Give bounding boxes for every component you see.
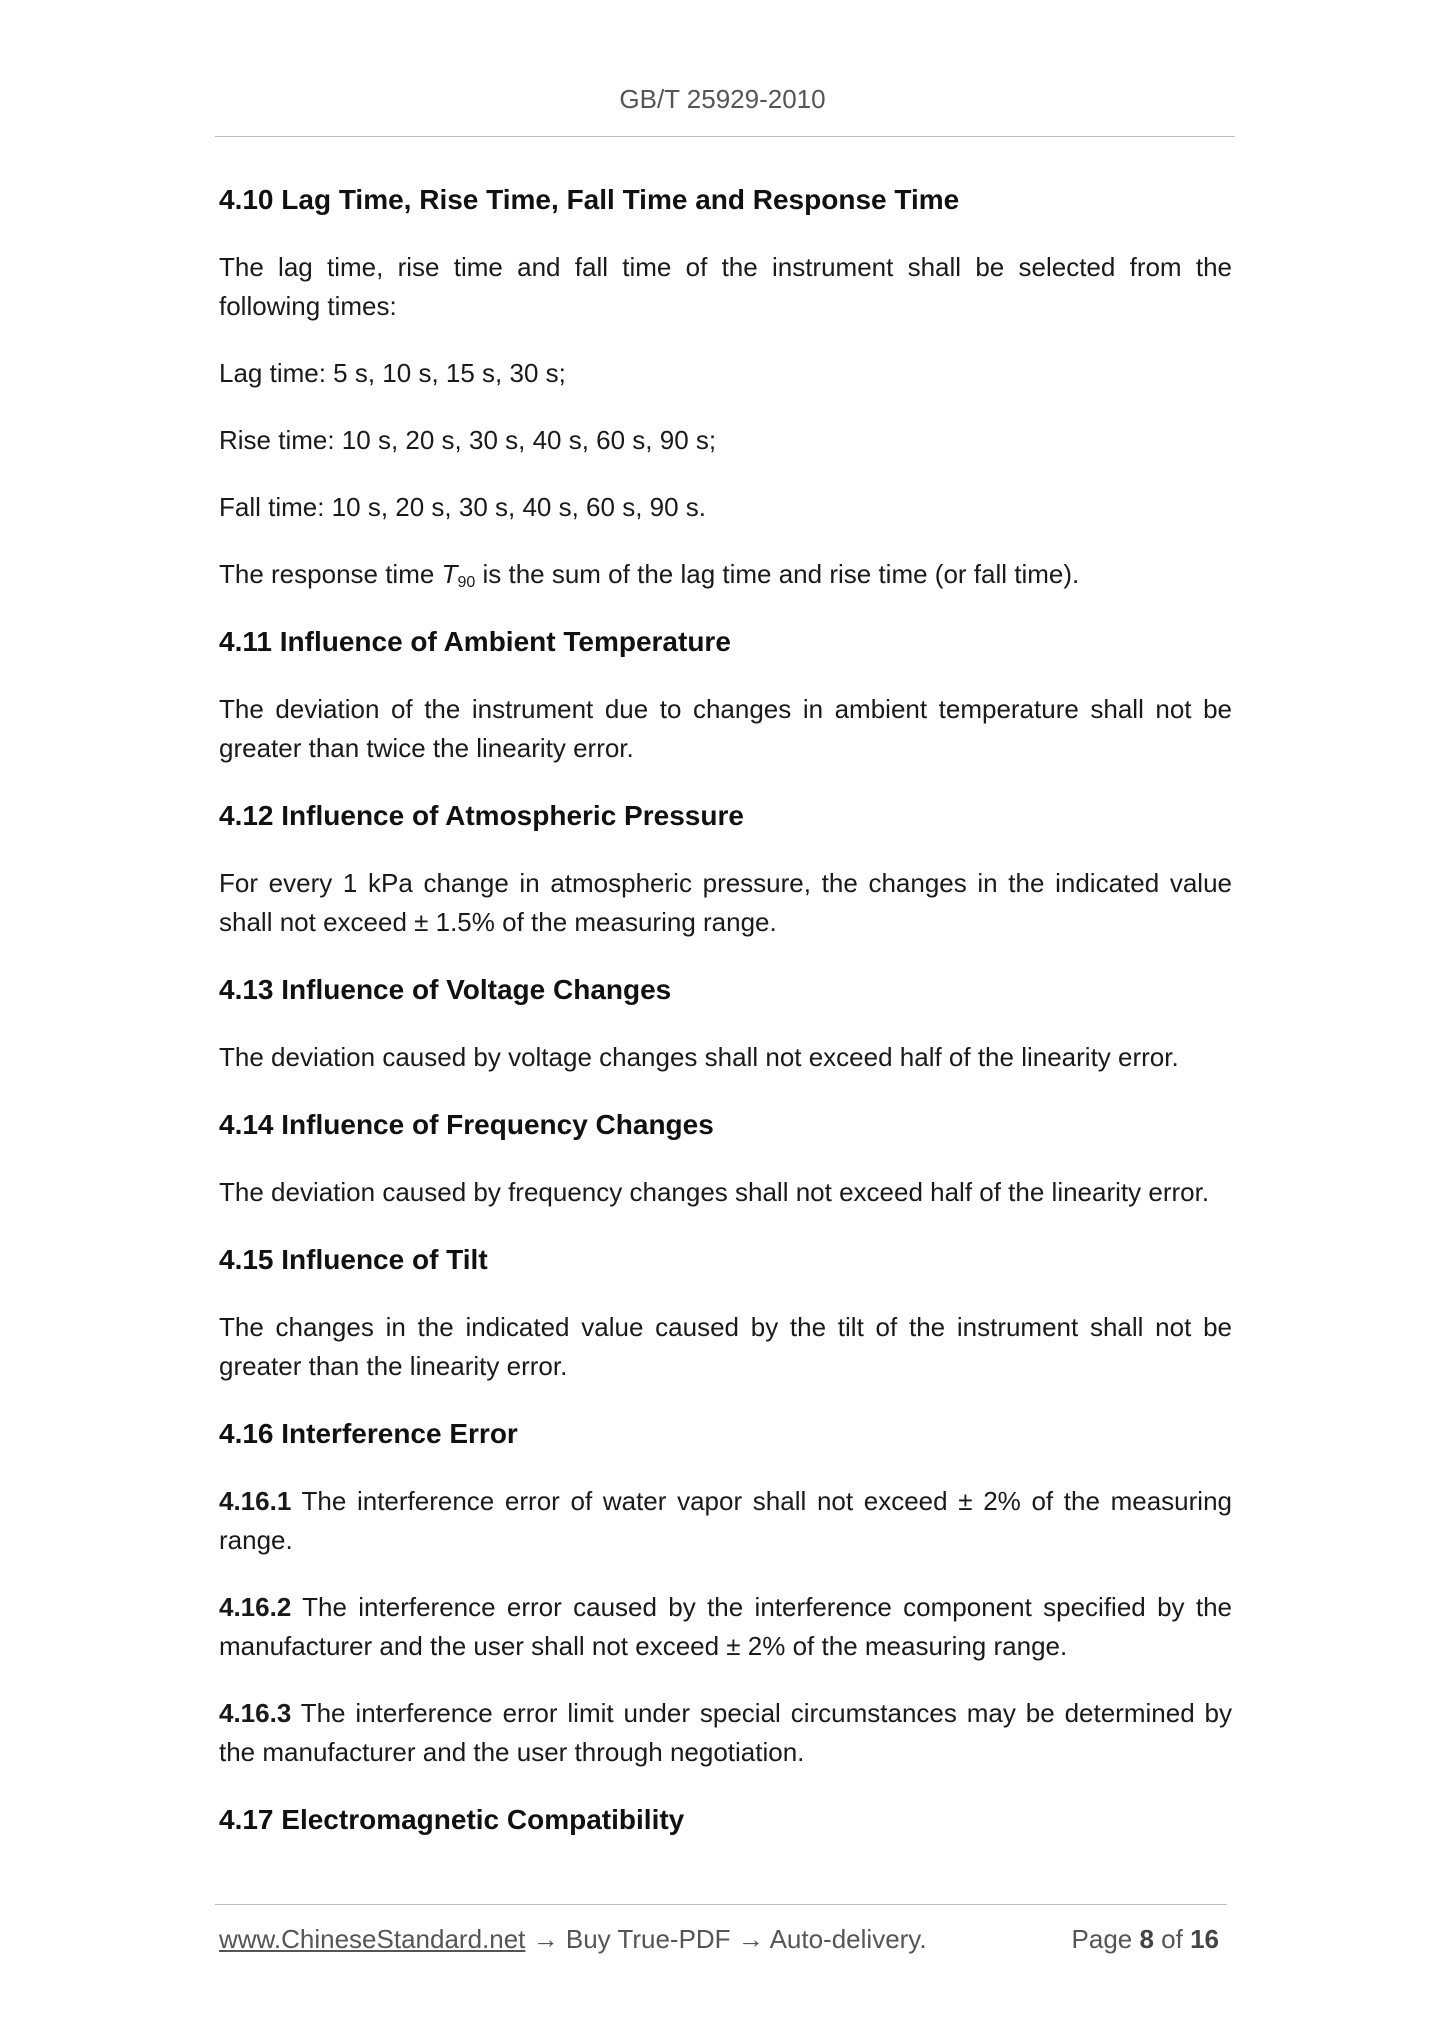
website-link[interactable]: www.ChineseStandard.net [219, 1924, 526, 1954]
rise-time-values: Rise time: 10 s, 20 s, 30 s, 40 s, 60 s, 90 s; [219, 425, 717, 455]
section-4-15-title: 4.15 Influence of Tilt [219, 1244, 488, 1275]
section-4-12-title: 4.12 Influence of Atmospheric Pressure [219, 800, 744, 831]
section-4-13-title: 4.13 Influence of Voltage Changes [219, 974, 672, 1005]
clause-4-16-2 [219, 1588, 1232, 1666]
lag-time-values: Lag time: 5 s, 10 s, 15 s, 30 s; [219, 358, 566, 388]
footer-divider [215, 1904, 1227, 1905]
clause-4-16-2-text: The interference error caused by the interference component specified by the manufacturer and the user shall not exceed ± 2% of the measuring range. [219, 1592, 1232, 1661]
section-4-12-text: For every 1 kPa change in atmospheric pressure, the changes in the indicated value shall not exceed ± 1.5% of the measuring range. [219, 868, 1232, 937]
clause-4-16-3-number: 4.16.3 [219, 1698, 292, 1728]
header-divider [215, 136, 1235, 137]
clause-4-16-1-number: 4.16.1 [219, 1486, 292, 1516]
clause-4-16-1 [219, 1482, 1232, 1560]
section-4-16-title: 4.16 Interference Error [219, 1418, 518, 1449]
clause-4-16-1-text: The interference error of water vapor shall not exceed ± 2% of the measuring range. [219, 1486, 1232, 1555]
response-symbol-subscript: 90 [457, 574, 476, 591]
clause-4-16-3-text: The interference error limit under special circumstances may be determined by the manufacturer and the user through negotiation. [219, 1698, 1232, 1767]
clause-4-16-3 [219, 1694, 1232, 1772]
page-label: Page [1071, 1924, 1140, 1954]
section-4-13-text: The deviation caused by voltage changes shall not exceed half of the linearity error. [219, 1042, 1179, 1072]
footer-promo-text: → Buy True-PDF → Auto-delivery. [525, 1924, 927, 1954]
section-4-11-title: 4.11 Influence of Ambient Temperature [219, 626, 731, 657]
page-indicator [1072, 1924, 1219, 1955]
fall-time-values: Fall time: 10 s, 20 s, 30 s, 40 s, 60 s, 90 s. [219, 492, 707, 522]
of-label: of [1153, 1924, 1191, 1954]
section-4-14-text: The deviation caused by frequency changes shall not exceed half of the linearity error. [219, 1177, 1210, 1207]
document-code-header: GB/T 25929-2010 [619, 84, 826, 114]
response-text-pre: The response time [219, 559, 442, 589]
section-4-14-title: 4.14 Influence of Frequency Changes [219, 1109, 714, 1140]
section-4-10-intro: The lag time, rise time and fall time of the instrument shall be selected from the following times: [219, 252, 1232, 321]
page-content [219, 180, 1232, 1868]
response-time-definition [219, 555, 1232, 594]
section-4-11-text: The deviation of the instrument due to changes in ambient temperature shall not be greater than twice the linearity error. [219, 694, 1232, 763]
current-page-number: 8 [1139, 1924, 1154, 1954]
section-4-15-text: The changes in the indicated value caused by the tilt of the instrument shall not be greater than the linearity error. [219, 1312, 1232, 1381]
response-text-post: is the sum of the lag time and rise time (or fall time). [475, 559, 1080, 589]
section-4-17-title: 4.17 Electromagnetic Compatibility [219, 1804, 685, 1835]
section-4-10-title: 4.10 Lag Time, Rise Time, Fall Time and Response Time [219, 184, 960, 215]
total-page-count: 16 [1190, 1924, 1219, 1954]
footer-promo [219, 1924, 927, 1955]
response-symbol [442, 559, 476, 589]
clause-4-16-2-number: 4.16.2 [219, 1592, 292, 1622]
response-symbol-T: T [441, 559, 458, 589]
